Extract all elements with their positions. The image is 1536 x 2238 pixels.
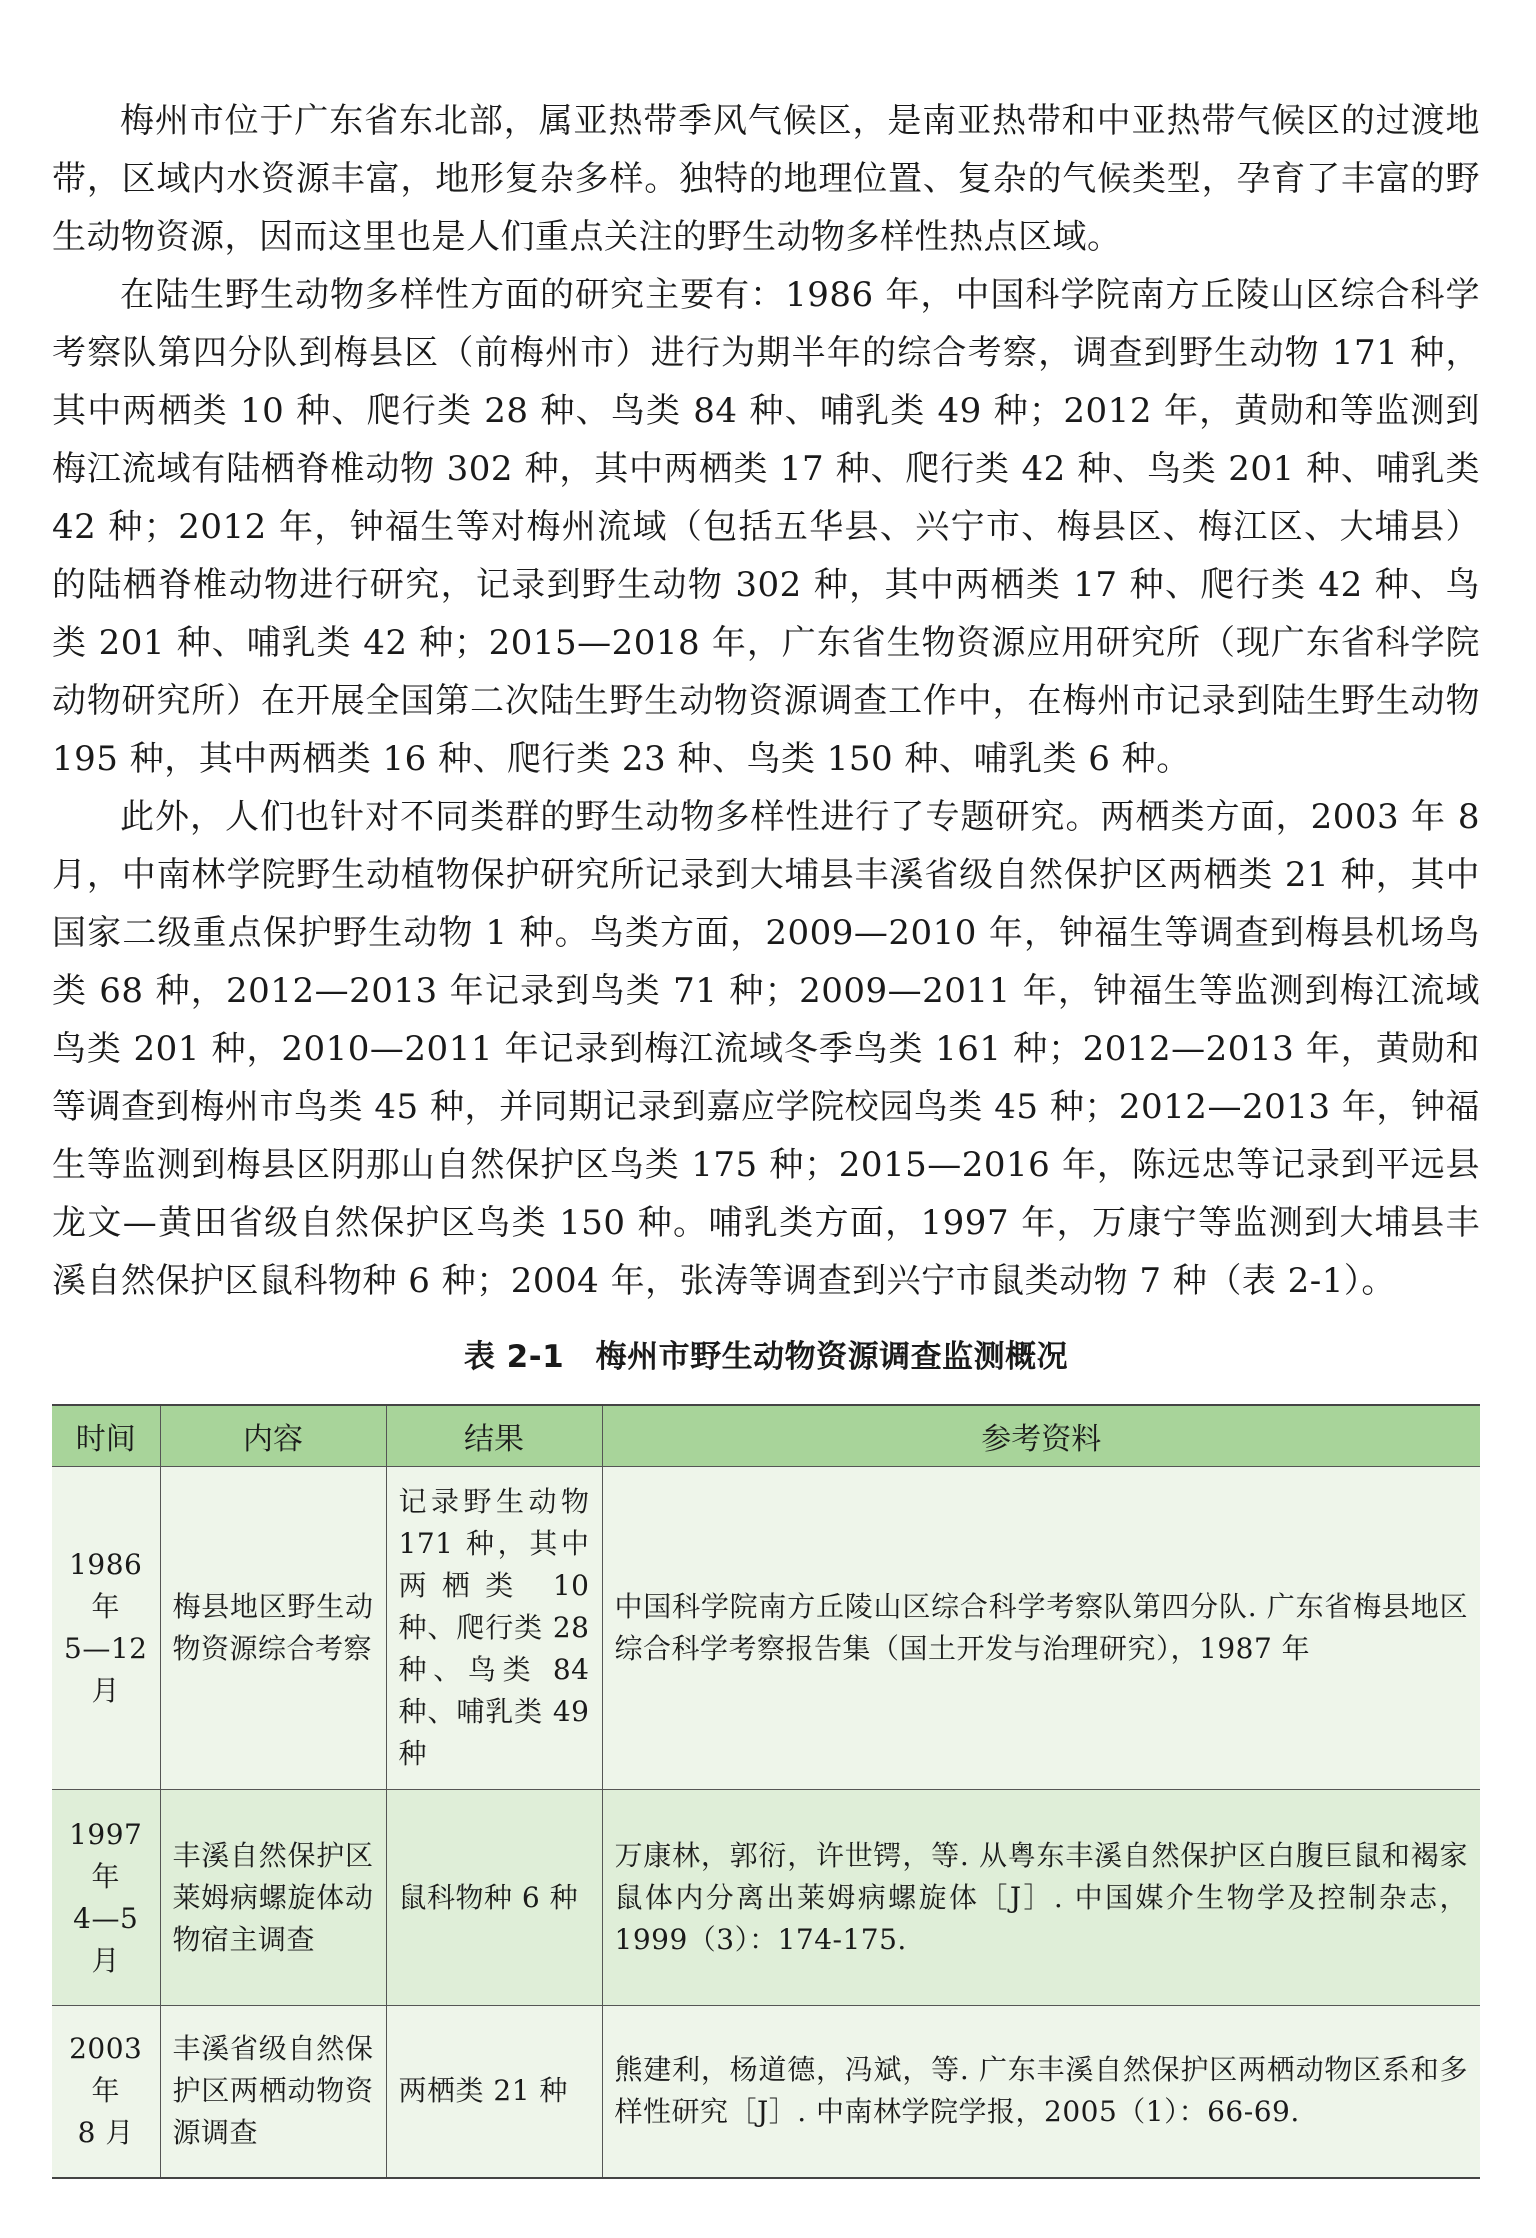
- table-caption: 表 2-1 梅州市野生动物资源调查监测概况: [463, 1339, 1069, 1375]
- cell-content: 丰溪自然保护区莱姆病螺旋体动物宿主调查: [160, 1790, 386, 2006]
- header-time: 时间: [52, 1405, 160, 1467]
- cell-result: 记录野生动物 171 种，其中两栖类 10 种、爬行类 28 种、鸟类 84 种、哺乳类 49 种: [386, 1467, 602, 1790]
- page-content: [52, 92, 1480, 2179]
- cell-content: 梅县地区野生动物资源综合考察: [160, 1467, 386, 1790]
- cell-result: 两栖类 21 种: [386, 2006, 602, 2178]
- cell-time: 1986 年 5—12 月: [52, 1467, 160, 1790]
- cell-reference: 万康林，郭衍，许世锷，等. 从粤东丰溪自然保护区白腹巨鼠和褐家鼠体内分离出莱姆病螺旋体［J］. 中国媒介生物学及控制杂志，1999（3）：174-175.: [602, 1790, 1480, 2006]
- table-row: [52, 2006, 1480, 2178]
- table-row: [52, 1790, 1480, 2006]
- survey-table: [52, 1404, 1480, 2179]
- header-content: 内容: [160, 1405, 386, 1467]
- cell-content: 丰溪省级自然保护区两栖动物资源调查: [160, 2006, 386, 2178]
- cell-reference: 熊建利，杨道德，冯斌，等. 广东丰溪自然保护区两栖动物区系和多样性研究［J］. 中南林学院学报，2005（1）：66-69.: [602, 2006, 1480, 2178]
- cell-result: 鼠科物种 6 种: [386, 1790, 602, 2006]
- header-result: 结果: [386, 1405, 602, 1467]
- table-row: [52, 1467, 1480, 1790]
- cell-time: 1997 年 4—5 月: [52, 1790, 160, 2006]
- header-reference: 参考资料: [602, 1405, 1480, 1467]
- paragraph-intro: 梅州市位于广东省东北部，属亚热带季风气候区，是南亚热带和中亚热带气候区的过渡地带，区域内水资源丰富，地形复杂多样。独特的地理位置、复杂的气候类型，孕育了丰富的野生动物资源，因而这里也是人们重点关注的野生动物多样性热点区域。: [52, 101, 1480, 257]
- cell-time: 2003 年 8 月: [52, 2006, 160, 2178]
- cell-reference: 中国科学院南方丘陵山区综合科学考察队第四分队. 广东省梅县地区综合科学考察报告集（国土开发与治理研究），1987 年: [602, 1467, 1480, 1790]
- paragraph-special-research: 此外，人们也针对不同类群的野生动物多样性进行了专题研究。两栖类方面，2003 年 8 月，中南林学院野生动植物保护研究所记录到大埔县丰溪省级自然保护区两栖类 21 种，其中国家二级重点保护野生动物 1 种。鸟类方面，2009—2010 年，钟福生等调查到梅县机场鸟类 68 种，2012—2013 年记录到鸟类 71 种；2009—2011 年，钟福生等监测到梅江流域鸟类 201 种，2010—2011 年记录到梅江流域冬季鸟类 161 种；2012—2013 年，黄勋和等调查到梅州市鸟类 45 种，并同期记录到嘉应学院校园鸟类 45 种；2012—2013 年，钟福生等监测到梅县区阴那山自然保护区鸟类 175 种；2015—2016 年，陈远忠等记录到平远县龙文—黄田省级自然保护区鸟类 150 种。哺乳类方面，1997 年，万康宁等监测到大埔县丰溪自然保护区鼠科物种 6 种；2004 年，张涛等调查到兴宁市鼠类动物 7 种（表 2-1）。: [52, 797, 1480, 1301]
- paragraph-terrestrial-research: 在陆生野生动物多样性方面的研究主要有：1986 年，中国科学院南方丘陵山区综合科学考察队第四分队到梅县区（前梅州市）进行为期半年的综合考察，调查到野生动物 171 种，其中两栖类 10 种、爬行类 28 种、鸟类 84 种、哺乳类 49 种；2012 年，黄勋和等监测到梅江流域有陆栖脊椎动物 302 种，其中两栖类 17 种、爬行类 42 种、鸟类 201 种、哺乳类 42 种；2012 年，钟福生等对梅州流域（包括五华县、兴宁市、梅县区、梅江区、大埔县）的陆栖脊椎动物进行研究，记录到野生动物 302 种，其中两栖类 17 种、爬行类 42 种、鸟类 201 种、哺乳类 42 种；2015—2018 年，广东省生物资源应用研究所（现广东省科学院动物研究所）在开展全国第二次陆生野生动物资源调查工作中，在梅州市记录到陆生野生动物 195 种，其中两栖类 16 种、爬行类 23 种、鸟类 150 种、哺乳类 6 种。: [52, 275, 1480, 779]
- table-header-row: [52, 1405, 1480, 1467]
